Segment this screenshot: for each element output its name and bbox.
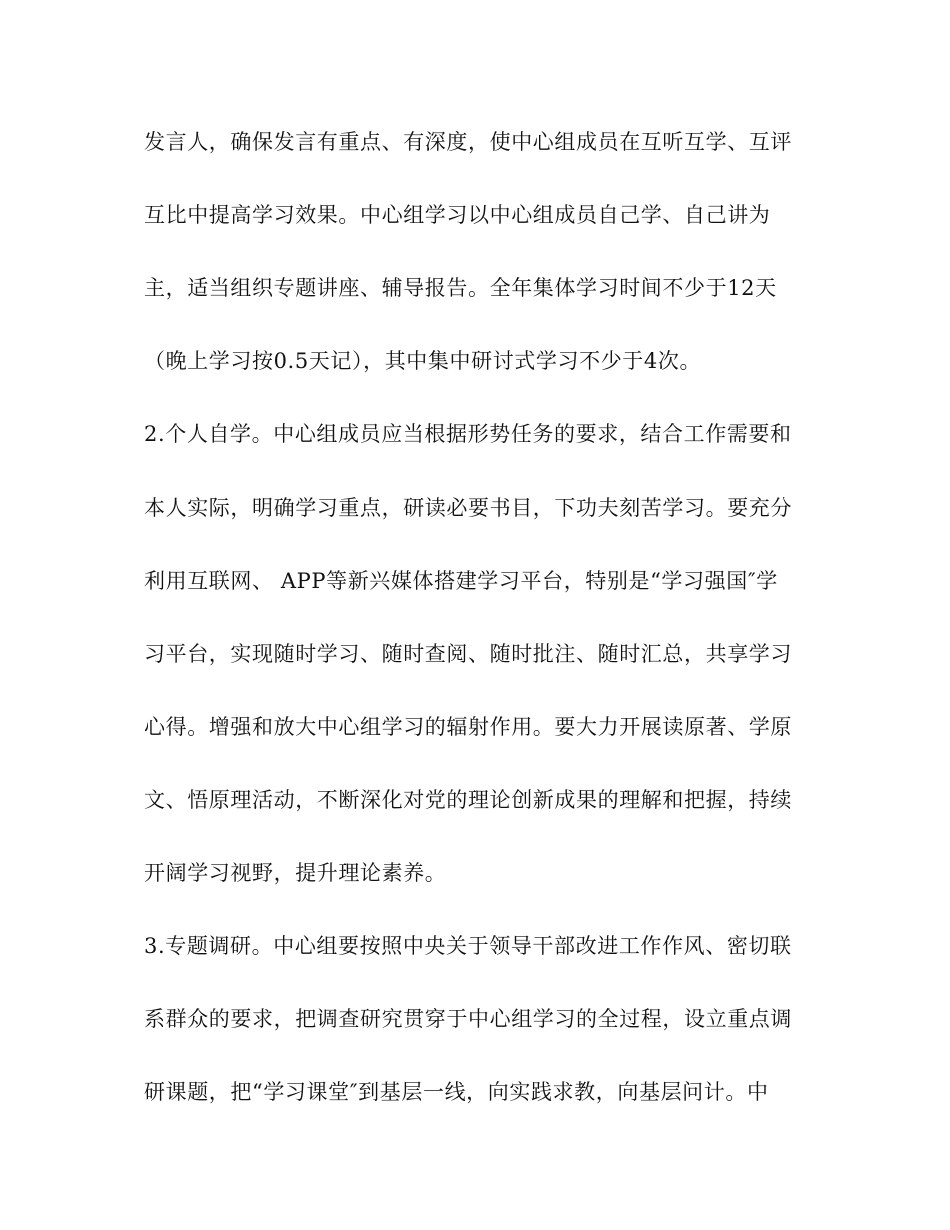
text-line: 系群众的要求，把调查研究贯穿于中心组学习的全过程，设立重点调: [144, 1007, 792, 1031]
text-line: 本人实际，明确学习重点，研读必要书目，下功夫刻苦学习。要充分: [144, 496, 792, 520]
text-line: 开阔学习视野，提升理论素养。: [144, 861, 447, 885]
text-line: 心得。增强和放大中心组学习的辐射作用。要大力开展读原著、学原: [144, 715, 792, 739]
text-line: 主，适当组织专题讲座、辅导报告。全年集体学习时间不少于12天: [144, 276, 777, 300]
text-line: 互比中提高学习效果。中心组学习以中心组成员自己学、自己讲为: [144, 203, 771, 227]
text-line: 3.专题调研。中心组要按照中央关于领导干部改进工作作风、密切联: [144, 934, 792, 958]
text-line: 研课题，把“学习课堂″到基层一线，向实践求教，向基层问计。中: [144, 1080, 769, 1104]
text-line: （晚上学习按0.5天记），其中集中研讨式学习不少于4次。: [144, 349, 702, 373]
text-line: 文、悟原理活动，不断深化对党的理论创新成果的理解和把握，持续: [144, 788, 792, 812]
text-line: 发言人，确保发言有重点、有深度，使中心组成员在互听互学、互评: [144, 130, 792, 154]
text-line: 2.个人自学。中心组成员应当根据形势任务的要求，结合工作需要和: [144, 422, 792, 446]
text-line: 利用互联网、 APP等新兴媒体搭建学习平台，特别是“学习强国″学: [144, 569, 778, 593]
text-line: 习平台，实现随时学习、随时查阅、随时批注、随时汇总，共享学习: [144, 642, 792, 666]
